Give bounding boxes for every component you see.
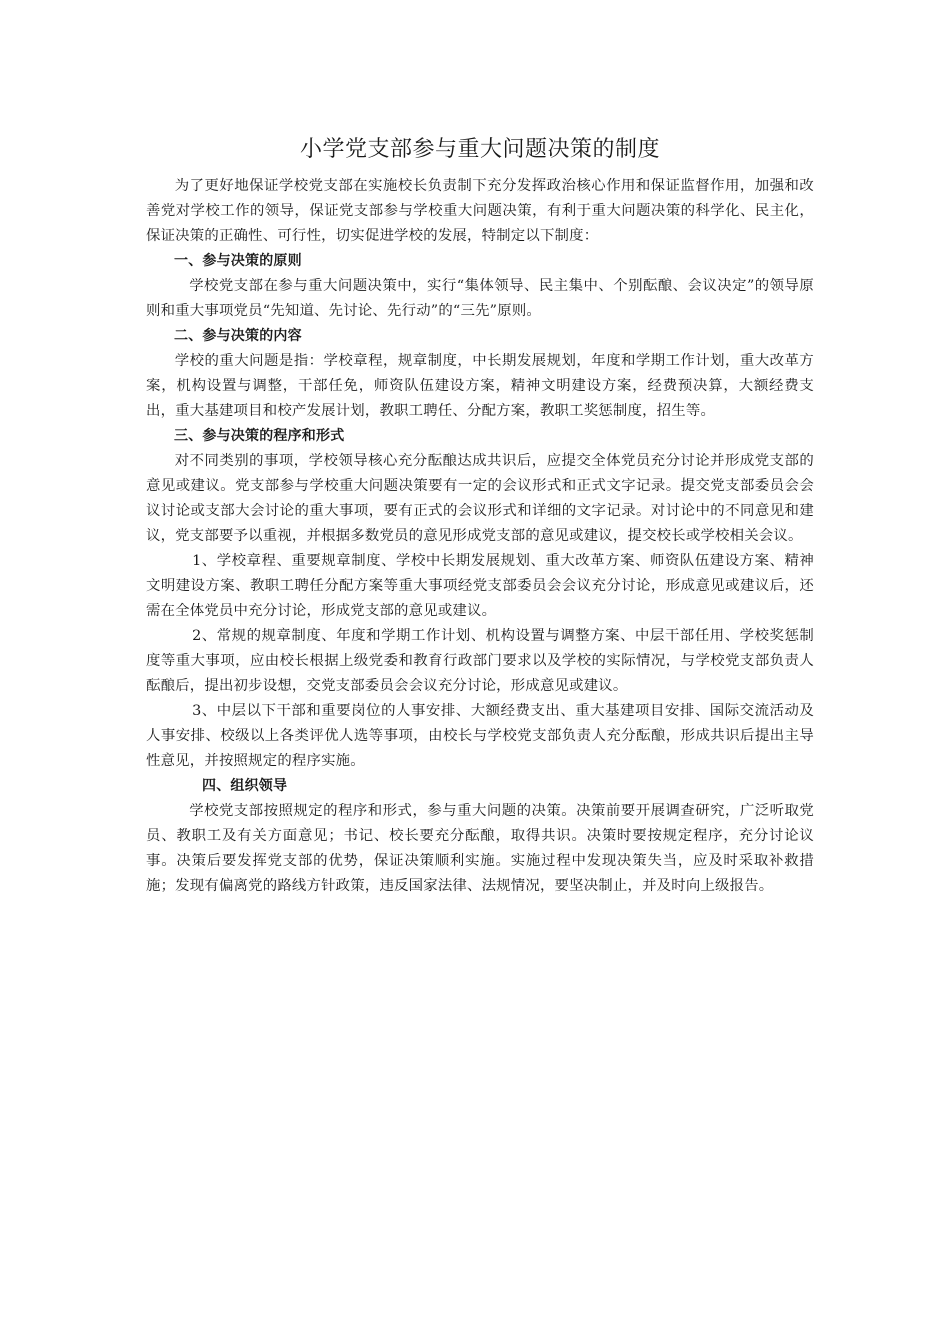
intro-paragraph: 为了更好地保证学校党支部在实施校长负责制下充分发挥政治核心作用和保证监督作用，加强和改善党对学校工作的领导，保证党支部参与学校重大问题决策，有利于重大问题决策的科学化、民主化，保证决策的正确性、可行性，切实促进学校的发展，特制定以下制度： [146,178,814,244]
document-body [146,134,814,899]
section-paragraph: 学校的重大问题是指：学校章程，规章制度，中长期发展规划，年度和学期工作计划，重大改革方案，机构设置与调整，干部任免，师资队伍建设方案，精神文明建设方案，经费预决算，大额经费支出，重大基建项目和校产发展计划，教职工聘任、分配方案，教职工奖惩制度，招生等。 [146,353,814,419]
section-heading-procedure: 三、参与决策的程序和形式 [174,428,345,444]
section-heading-content: 二、参与决策的内容 [174,328,302,344]
numbered-item: 1、学校章程、重要规章制度、学校中长期发展规划、重大改革方案、师资队伍建设方案、精神文明建设方案、教职工聘任分配方案等重大事项经党支部委员会会议充分讨论，形成意见或建议后，还需在全体党员中充分讨论，形成党支部的意见或建议。 [146,553,814,619]
section-heading-principles: 一、参与决策的原则 [174,253,302,269]
numbered-item: 3、中层以下干部和重要岗位的人事安排、大额经费支出、重大基建项目安排、国际交流活动及人事安排、校级以上各类评优人选等事项，由校长与学校党支部负责人充分酝酿，形成共识后提出主导性意见，并按照规定的程序实施。 [146,703,814,769]
document-title: 小学党支部参与重大问题决策的制度 [299,137,660,162]
numbered-item: 2、常规的规章制度、年度和学期工作计划、机构设置与调整方案、中层干部任用、学校奖惩制度等重大事项，应由校长根据上级党委和教育行政部门要求以及学校的实际情况，与学校党支部负责人酝酿后，提出初步设想，交党支部委员会会议充分讨论，形成意见或建议。 [146,628,814,694]
section-paragraph: 学校党支部在参与重大问题决策中，实行“集体领导、民主集中、个别酝酿、会议决定”的领导原则和重大事项党员“先知道、先讨论、先行动”的“三先”原则。 [146,278,814,319]
section-paragraph: 对不同类别的事项，学校领导核心充分酝酿达成共识后，应提交全体党员充分讨论并形成党支部的意见或建议。党支部参与学校重大问题决策要有一定的会议形式和正式文字记录。提交党支部委员会会议讨论或支部大会讨论的重大事项，要有正式的会议形式和详细的文字记录。对讨论中的不同意见和建议，党支部要予以重视，并根据多数党员的意见形成党支部的意见或建议，提交校长或学校相关会议。 [146,453,814,544]
section-paragraph: 学校党支部按照规定的程序和形式，参与重大问题的决策。决策前要开展调查研究，广泛听取党员、教职工及有关方面意见；书记、校长要充分酝酿，取得共识。决策时要按规定程序，充分讨论议事。决策后要发挥党支部的优势，保证决策顺利实施。实施过程中发现决策失当，应及时采取补救措施；发现有偏离党的路线方针政策，违反国家法律、法规情况，要坚决制止，并及时向上级报告。 [146,803,814,894]
section-heading-leadership: 四、组织领导 [202,778,288,794]
